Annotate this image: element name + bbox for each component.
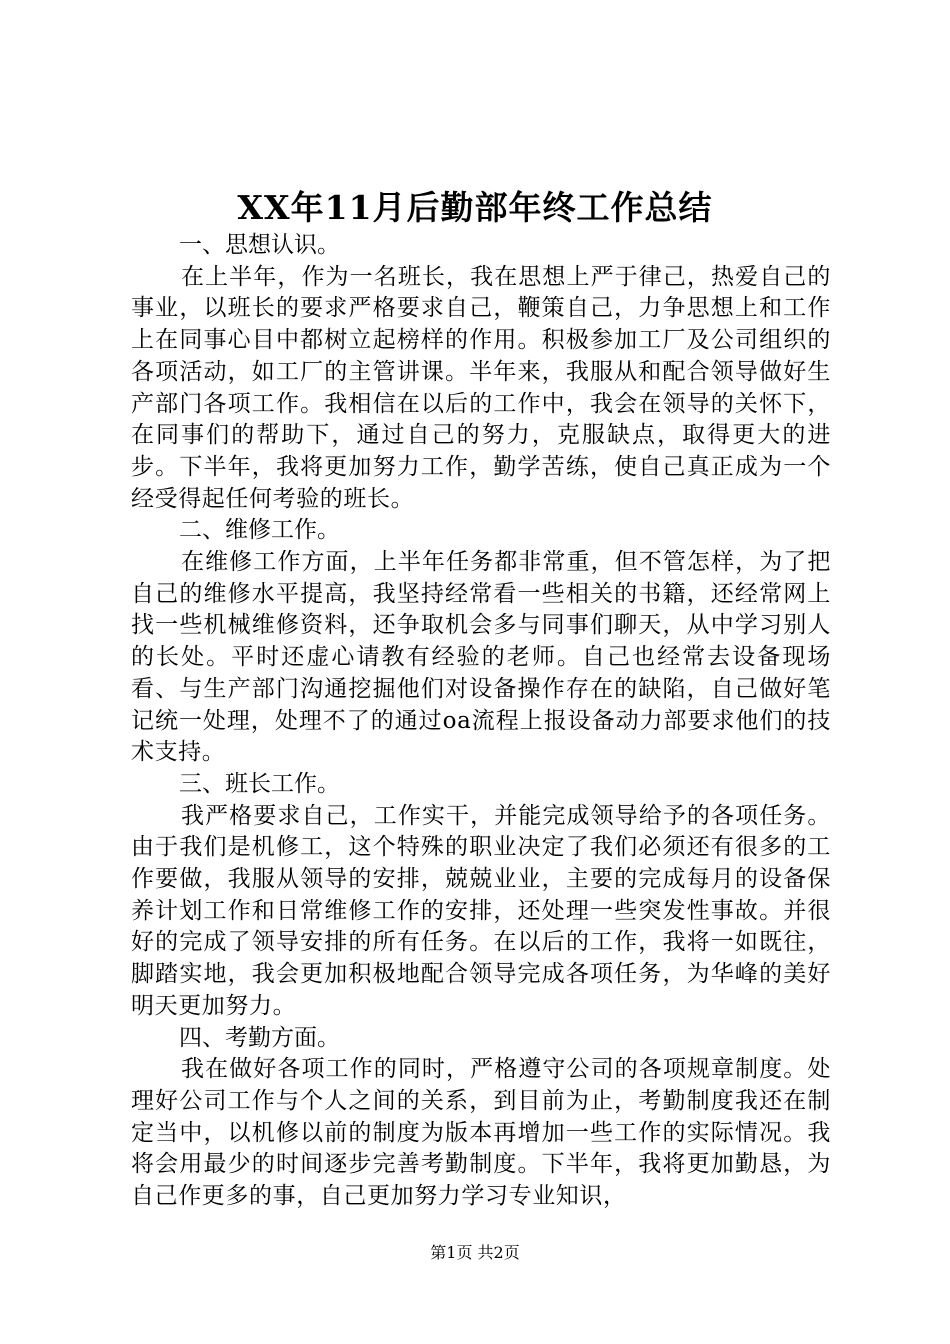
section-heading: 三、班长工作。	[179, 770, 340, 797]
section-heading: 四、考勤方面。	[179, 1024, 340, 1051]
section-paragraph: 我严格要求自己，工作实干，并能完成领导给予的各项任务。由于我们是机修工，这个特殊的职业决定了我们必须还有很多的工作要做，我服从领导的安排，兢兢业业，主要的完成每月的设备保养计划工作和日常维修工作的安排，还处理一些突发性事故。并很好的完成了领导安排的所有任务。在以后的工作，我将一如既往，脚踏实地，我会更加积极地配合领导完成各项任务，为华峰的美好明天更加努力。	[131, 802, 831, 1019]
section-heading: 二、维修工作。	[179, 517, 340, 544]
section-paragraph: 在上半年，作为一名班长，我在思想上严于律己，热爱自己的事业，以班长的要求严格要求自己，鞭策自己，力争思想上和工作上在同事心目中都树立起榜样的作用。积极参加工厂及公司组织的各项活动，如工厂的主管讲课。半年来，我服从和配合领导做好生产部门各项工作。我相信在以后的工作中，我会在领导的关怀下，在同事们的帮助下，通过自己的努力，克服缺点，取得更大的进步。下半年，我将更加努力工作，勤学苦练，使自己真正成为一个经受得起任何考验的班长。	[131, 263, 831, 512]
section-heading: 一、思想认识。	[179, 232, 340, 258]
page-number-footer: 第1页 共2页	[430, 1243, 520, 1262]
document-body	[131, 230, 831, 1213]
section-paragraph: 我在做好各项工作的同时，严格遵守公司的各项规章制度。处理好公司工作与个人之间的关系，到目前为止，考勤制度我还在制定当中，以机修以前的制度为版本再增加一些工作的实际情况。我将会用最少的时间逐步完善考勤制度。下半年，我将更加勤恳，为自己作更多的事，自己更加努力学习专业知识，	[131, 1056, 831, 1210]
document-title: XX年11月后勤部年终工作总结	[237, 188, 713, 227]
section-paragraph: 在维修工作方面，上半年任务都非常重，但不管怎样，为了把自己的维修水平提高，我坚持经常看一些相关的书籍，还经常网上找一些机械维修资料，还争取机会多与同事们聊天，从中学习别人的长处。平时还虚心请教有经验的老师。自己也经常去设备现场看、与生产部门沟通挖掘他们对设备操作存在的缺陷，自己做好笔记统一处理，处理不了的通过oa流程上报设备动力部要求他们的技术支持。	[131, 549, 831, 766]
